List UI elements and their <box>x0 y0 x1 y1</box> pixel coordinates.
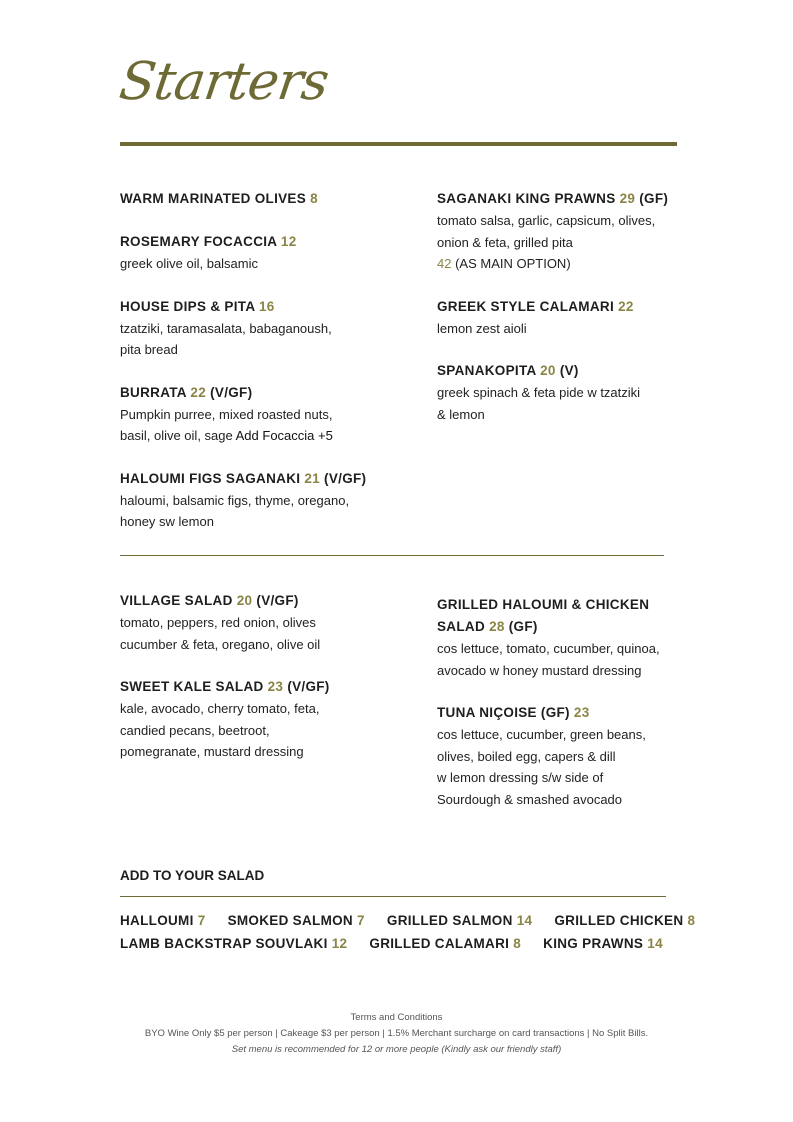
main-option-price: 42 <box>437 256 452 271</box>
add-on-item <box>120 913 206 928</box>
add-on-name: LAMB BACKSTRAP SOUVLAKI <box>120 936 328 951</box>
menu-item <box>120 676 420 763</box>
add-ons-row-1 <box>120 913 713 928</box>
item-name: HALOUMI FIGS SAGANAKI <box>120 470 301 486</box>
item-price: 8 <box>310 191 318 206</box>
add-on-item <box>554 913 695 928</box>
add-on-item <box>369 936 521 951</box>
item-description: tomato, peppers, red onion, olives <box>120 615 316 630</box>
item-price: 28 <box>489 619 505 634</box>
item-price: 20 <box>236 593 253 608</box>
item-price: 21 <box>304 470 320 486</box>
add-on-price: 7 <box>357 913 365 928</box>
item-tag: (V/GF) <box>287 679 330 694</box>
add-on-price: 8 <box>687 913 696 928</box>
page-title: Starters <box>115 52 332 112</box>
menu-item <box>120 468 420 533</box>
add-on-name: GRILLED CHICKEN <box>554 913 684 928</box>
item-description: tzatziki, taramasalata, babaganoush, <box>120 320 332 336</box>
title-divider <box>120 142 677 146</box>
item-tag: (V/GF) <box>210 384 253 400</box>
add-on-name: HALLOUMI <box>120 913 194 928</box>
item-description: greek spinach & feta pide w tzatziki <box>437 385 641 400</box>
item-tag: (V/GF) <box>324 470 367 486</box>
main-option-label: (AS MAIN OPTION) <box>455 256 571 271</box>
menu-item <box>437 296 677 340</box>
item-name: SPANAKOPITA <box>437 363 537 378</box>
item-description: cucumber & feta, oregano, olive oil <box>120 636 321 652</box>
item-description: onion & feta, grilled pita <box>437 234 573 250</box>
item-tag: (GF) <box>508 619 538 634</box>
add-ons-row-2 <box>120 936 681 951</box>
item-name: GRILLED HALOUMI & CHICKEN <box>437 597 650 612</box>
menu-item <box>120 188 420 210</box>
item-description: Pumpkin purree, mixed roasted nuts, <box>120 406 333 422</box>
item-description: pomegranate, mustard dressing <box>120 744 304 759</box>
item-description: haloumi, balsamic figs, thyme, oregano, <box>120 492 350 508</box>
menu-item <box>120 382 420 447</box>
item-description: & lemon <box>437 406 485 422</box>
item-name: HOUSE DIPS & PITA <box>120 298 255 314</box>
item-name: BURRATA <box>120 384 187 400</box>
add-on-name: KING PRAWNS <box>543 936 644 951</box>
salads-left-column <box>120 590 420 784</box>
item-tag: (GF) <box>639 191 669 206</box>
add-to-salad-heading: ADD TO YOUR SALAD <box>120 868 265 883</box>
menu-item <box>120 296 420 361</box>
item-description: kale, avocado, cherry tomato, feta, <box>120 701 320 716</box>
add-on-name: GRILLED SALMON <box>386 913 513 928</box>
item-tag: (V) <box>559 363 579 378</box>
item-name: ROSEMARY FOCACCIA <box>120 234 277 249</box>
item-price: 22 <box>190 384 207 400</box>
item-description: w lemon dressing s/w side of <box>437 770 604 785</box>
menu-item <box>437 360 677 425</box>
item-price: 29 <box>619 191 636 206</box>
item-price: 22 <box>618 298 634 314</box>
item-description: tomato salsa, garlic, capsicum, olives, <box>437 213 656 228</box>
add-on-item <box>543 936 663 951</box>
add-on-price: 14 <box>516 913 533 928</box>
menu-item <box>437 188 677 275</box>
item-price: 23 <box>267 679 284 694</box>
terms-line: BYO Wine Only $5 per person | Cakeage $3 per person | 1.5% Merchant surcharge on card transactions | No Split Bills. <box>144 1028 649 1039</box>
item-description: honey sw lemon <box>120 514 214 529</box>
item-name: TUNA NIÇOISE (GF) <box>437 705 570 720</box>
menu-item <box>120 590 420 655</box>
add-on-item <box>120 936 347 951</box>
starters-left-column <box>120 188 420 554</box>
starters-right-column <box>437 188 677 446</box>
item-name: SWEET KALE SALAD <box>120 679 264 694</box>
section-divider <box>120 555 664 556</box>
item-price: 12 <box>280 234 297 249</box>
terms-note: Set menu is recommended for 12 or more people (Kindly ask our friendly staff) <box>231 1044 562 1055</box>
item-description: basil, olive oil, sage <box>120 428 233 443</box>
item-description: olives, boiled egg, capers & dill <box>437 748 616 764</box>
menu-item <box>437 702 677 810</box>
item-name: SAGANAKI KING PRAWNS <box>437 191 616 206</box>
item-tag: (V/GF) <box>256 593 299 608</box>
add-on-price: 8 <box>513 936 522 951</box>
item-name: VILLAGE SALAD <box>120 593 233 608</box>
item-name: GREEK STYLE CALAMARI <box>437 298 615 314</box>
add-on-name: GRILLED CALAMARI <box>369 936 510 951</box>
item-description: cos lettuce, tomato, cucumber, quinoa, <box>437 641 660 656</box>
item-description: candied pecans, beetroot, <box>120 722 270 738</box>
add-on-price: 12 <box>331 936 348 951</box>
menu-item <box>437 594 677 681</box>
add-to-salad-divider <box>120 896 666 897</box>
item-description: pita bread <box>120 342 178 357</box>
item-name: WARM MARINATED OLIVES <box>120 191 307 206</box>
terms-heading: Terms and Conditions <box>350 1012 443 1023</box>
add-on-name: SMOKED SALMON <box>227 913 353 928</box>
item-extra: Add Focaccia +5 <box>235 428 333 443</box>
item-description: cos lettuce, cucumber, green beans, <box>437 727 646 742</box>
add-on-item <box>228 913 365 928</box>
item-price: 23 <box>573 705 590 720</box>
item-description: lemon zest aioli <box>437 320 527 336</box>
salads-right-column <box>437 594 677 831</box>
item-price: 16 <box>258 298 275 314</box>
item-price: 20 <box>540 363 556 378</box>
menu-item <box>120 231 420 275</box>
item-name: SALAD <box>437 619 485 634</box>
add-on-item <box>387 913 532 928</box>
item-description: avocado w honey mustard dressing <box>437 662 642 678</box>
add-on-price: 14 <box>647 936 663 951</box>
item-description: greek olive oil, balsamic <box>120 256 259 271</box>
terms-footer <box>0 1010 793 1058</box>
add-on-price: 7 <box>197 913 206 928</box>
item-description: Sourdough & smashed avocado <box>437 791 623 807</box>
